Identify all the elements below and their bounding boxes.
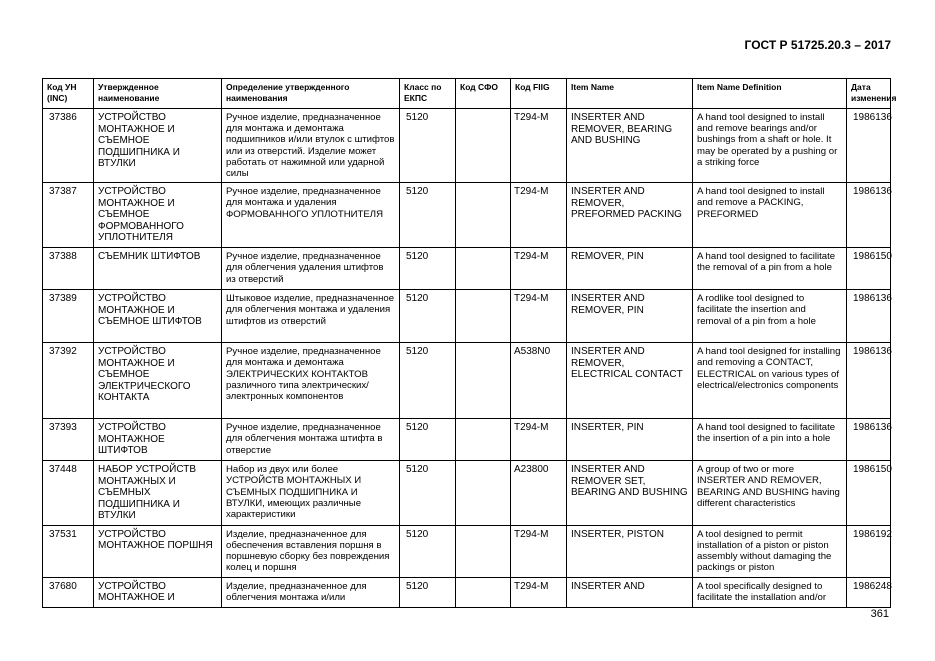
cell-sfo — [456, 419, 511, 461]
cell-definition: Ручное изделие, предназначенное для монтажа и демонтажа ЭЛЕКТРИЧЕСКИХ КОНТАКТОВ различного типа электрических/электронных компонентов — [222, 343, 400, 419]
cell-date: 1986192 — [847, 525, 891, 577]
cell-inc: 37392 — [43, 343, 94, 419]
document-title: ГОСТ Р 51725.20.3 – 2017 — [744, 38, 891, 52]
cell-inc: 37531 — [43, 525, 94, 577]
cell-item-name: INSERTER AND REMOVER, BEARING AND BUSHING — [567, 109, 693, 183]
cell-item-definition: A hand tool designed to install and remove a PACKING, PREFORMED — [693, 183, 847, 248]
cell-inc: 37387 — [43, 183, 94, 248]
column-header-class: Класс по ЕКПС — [400, 79, 456, 109]
cell-fiig: T294-M — [511, 525, 567, 577]
cell-sfo — [456, 109, 511, 183]
cell-item-definition: A rodlike tool designed to facilitate the insertion and removal of a pin from a hole — [693, 290, 847, 343]
table-header-row — [43, 79, 891, 109]
cell-inc: 37393 — [43, 419, 94, 461]
cell-sfo — [456, 461, 511, 526]
cell-item-definition: A tool designed to permit installation of a piston or piston assembly without damaging the packings or piston — [693, 525, 847, 577]
cell-date: 1986136 — [847, 419, 891, 461]
cell-definition: Изделие, предназначенное для облегчения монтажа и/или — [222, 577, 400, 607]
cell-class: 5120 — [400, 419, 456, 461]
column-header-fiig: Код FIIG — [511, 79, 567, 109]
cell-item-name: INSERTER AND — [567, 577, 693, 607]
page-number: 361 — [870, 608, 889, 620]
table-row — [43, 419, 891, 461]
cell-name: УСТРОЙСТВО МОНТАЖНОЕ И СЪЕМНОЕ ЭЛЕКТРИЧЕСКОГО КОНТАКТА — [94, 343, 222, 419]
cell-name: УСТРОЙСТВО МОНТАЖНОЕ ШТИФТОВ — [94, 419, 222, 461]
cell-date: 1986150 — [847, 248, 891, 290]
cell-definition: Штыковое изделие, предназначенное для облегчения монтажа и удаления штифтов из отверстий — [222, 290, 400, 343]
cell-class: 5120 — [400, 525, 456, 577]
cell-definition: Ручное изделие, предназначенное для монтажа и демонтажа подшипников и/или втулок с штифтов или из отверстий. Изделие может работать от нажимной или ударной силы — [222, 109, 400, 183]
cell-inc: 37389 — [43, 290, 94, 343]
cell-item-name: REMOVER, PIN — [567, 248, 693, 290]
table-row — [43, 461, 891, 526]
cell-name: УСТРОЙСТВО МОНТАЖНОЕ И СЪЕМНОЕ ФОРМОВАННОГО УПЛОТНИТЕЛЯ — [94, 183, 222, 248]
cell-item-definition: A hand tool designed to install and remove bearings and/or bushings from a shaft or hole. It may be operated by a pushing or a striking force — [693, 109, 847, 183]
cell-fiig: T294-M — [511, 419, 567, 461]
cell-definition: Ручное изделие, предназначенное для облегчения монтажа штифта в отверстие — [222, 419, 400, 461]
cell-item-definition: A hand tool designed to facilitate the removal of a pin from a hole — [693, 248, 847, 290]
cell-date: 1986150 — [847, 461, 891, 526]
cell-definition: Ручное изделие, предназначенное для облегчения удаления штифтов из отверстий — [222, 248, 400, 290]
column-header-date: Дата изменения — [847, 79, 891, 109]
cell-sfo — [456, 248, 511, 290]
cell-inc: 37388 — [43, 248, 94, 290]
table-row — [43, 290, 891, 343]
cell-name: СЪЕМНИК ШТИФТОВ — [94, 248, 222, 290]
cell-fiig: T294-M — [511, 109, 567, 183]
column-header-item-name: Item Name — [567, 79, 693, 109]
cell-date: 1986248 — [847, 577, 891, 607]
cell-definition: Изделие, предназначенное для обеспечения вставления поршня в поршневую сборку без повреждения колец и поршня — [222, 525, 400, 577]
cell-item-definition: A hand tool designed for installing and removing a CONTACT, ELECTRICAL on various types of electrical/electronics components — [693, 343, 847, 419]
cell-sfo — [456, 525, 511, 577]
cell-name: УСТРОЙСТВО МОНТАЖНОЕ И — [94, 577, 222, 607]
cell-name: УСТРОЙСТВО МОНТАЖНОЕ И СЪЕМНОЕ ПОДШИПНИКА И ВТУЛКИ — [94, 109, 222, 183]
column-header-sfo: Код СФО — [456, 79, 511, 109]
cell-name: НАБОР УСТРОЙСТВ МОНТАЖНЫХ И СЪЕМНЫХ ПОДШИПНИКА И ВТУЛКИ — [94, 461, 222, 526]
cell-date: 1986136 — [847, 109, 891, 183]
cell-sfo — [456, 577, 511, 607]
cell-name: УСТРОЙСТВО МОНТАЖНОЕ И СЪЕМНОЕ ШТИФТОВ — [94, 290, 222, 343]
column-header-inc: Код УН (INC) — [43, 79, 94, 109]
cell-item-name: INSERTER AND REMOVER, PREFORMED PACKING — [567, 183, 693, 248]
cell-class: 5120 — [400, 577, 456, 607]
table-row — [43, 109, 891, 183]
cell-class: 5120 — [400, 183, 456, 248]
cell-item-name: INSERTER AND REMOVER, ELECTRICAL CONTACT — [567, 343, 693, 419]
cell-item-definition: A hand tool designed to facilitate the insertion of a pin into a hole — [693, 419, 847, 461]
cell-class: 5120 — [400, 290, 456, 343]
table-row — [43, 183, 891, 248]
nomenclature-table — [42, 78, 897, 608]
cell-item-name: INSERTER, PISTON — [567, 525, 693, 577]
table-row — [43, 248, 891, 290]
cell-sfo — [456, 183, 511, 248]
cell-inc: 37680 — [43, 577, 94, 607]
column-header-item-definition: Item Name Definition — [693, 79, 847, 109]
cell-item-name: INSERTER, PIN — [567, 419, 693, 461]
column-header-name: Утвержденное наименование — [94, 79, 222, 109]
cell-fiig: T294-M — [511, 248, 567, 290]
table-row — [43, 343, 891, 419]
cell-item-definition: A tool specifically designed to facilitate the installation and/or — [693, 577, 847, 607]
cell-sfo — [456, 290, 511, 343]
cell-inc: 37448 — [43, 461, 94, 526]
cell-class: 5120 — [400, 248, 456, 290]
cell-class: 5120 — [400, 461, 456, 526]
cell-definition: Набор из двух или более УСТРОЙСТВ МОНТАЖНЫХ И СЪЕМНЫХ ПОДШИПНИКА И ВТУЛКИ, имеющих различные характеристики — [222, 461, 400, 526]
cell-fiig: A538N0 — [511, 343, 567, 419]
cell-date: 1986136 — [847, 343, 891, 419]
cell-name: УСТРОЙСТВО МОНТАЖНОЕ ПОРШНЯ — [94, 525, 222, 577]
cell-fiig: T294-M — [511, 577, 567, 607]
cell-fiig: T294-M — [511, 290, 567, 343]
cell-fiig: A23800 — [511, 461, 567, 526]
cell-definition: Ручное изделие, предназначенное для монтажа и удаления ФОРМОВАННОГО УПЛОТНИТЕЛЯ — [222, 183, 400, 248]
cell-inc: 37386 — [43, 109, 94, 183]
cell-class: 5120 — [400, 343, 456, 419]
cell-class: 5120 — [400, 109, 456, 183]
cell-item-name: INSERTER AND REMOVER, PIN — [567, 290, 693, 343]
column-header-definition: Определение утвержденного наименования — [222, 79, 400, 109]
cell-item-name: INSERTER AND REMOVER SET, BEARING AND BUSHING — [567, 461, 693, 526]
table-row — [43, 577, 891, 607]
cell-fiig: T294-M — [511, 183, 567, 248]
cell-item-definition: A group of two or more INSERTER AND REMOVER, BEARING AND BUSHING having different characteristics — [693, 461, 847, 526]
cell-date: 1986136 — [847, 290, 891, 343]
cell-sfo — [456, 343, 511, 419]
table-row — [43, 525, 891, 577]
cell-date: 1986136 — [847, 183, 891, 248]
